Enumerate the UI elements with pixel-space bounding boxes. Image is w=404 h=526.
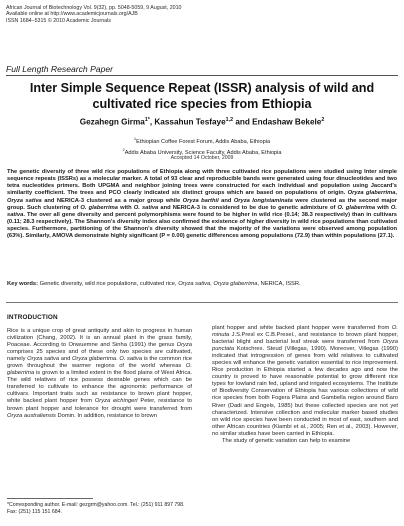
section-divider	[6, 302, 398, 303]
author-affiliation-mark: 2	[321, 117, 325, 123]
author-affiliation-mark: 1	[144, 117, 148, 123]
affiliation-line: $^1$Ethiopian Coffee Forest Forum, Addis Ababa, Ethiopia	[133, 136, 271, 145]
accepted-date: Accepted 14 October, 2009	[170, 155, 234, 161]
introduction-left-column: Rice is a unique crop of great antiquity and akin to progress in human civilization (Chang, 2002). It is an annual plant in the grass family, Poaceae. According to Onwuemne and Sinha (1991) the genus Oryza comprises 25 species and of these only two species are cultivated, namely Oryza sativa and Oryza glaberrima. O. sativa is the common rice grown throughout the warmer regions of the world whereas O. glaberrima is grown to a limited extent in the flood plains of West Africa. The wild relatives of rice possess desirable genes which can be transferred to cultivate to enhance the agronomic performance of cultivars. Important traits such as resistance to brown plant hopper, white backed plant hopper from Oryza eichingeri Peter, resistance to brown plant hopper and tolerance for drought were transferred from Oryza australiensis Domin. In addition, resistance to brown	[7, 328, 192, 419]
paper-title: Inter Simple Sequence Repeat (ISSR) analysis of wild and cultivated rice species from Ethiopia	[29, 81, 375, 111]
author-name: Kassahun Tesfaye	[154, 117, 226, 127]
paper-type-label: Full Length Research Paper	[6, 64, 114, 74]
corresponding-author-mark: *	[147, 117, 150, 123]
journal-issn: ISSN 1684–5315 © 2010 Academic Journals	[6, 17, 111, 24]
journal-header	[6, 5, 306, 24]
journal-citation: African Journal of Biotechnology Vol. 9(32), pp. 5048-5059, 9 August, 2010	[6, 5, 182, 11]
author-affiliation-mark: 1,2	[225, 117, 234, 123]
author-list	[10, 117, 394, 127]
introduction-heading: INTRODUCTION	[7, 314, 58, 321]
author-name: Gezahegn Girma	[79, 117, 145, 127]
abstract: The genetic diversity of three wild rice populations of Ethiopia along with three cultivated rice populations were studied using Inter simple sequence repeats (ISSRs) as a molecular marker. A total of 93 clear and reproducible bands were generated using four dinucleotides and two tetra nucleotides primers. Both UPGMA and neighbor joining trees were constructed for each individual and population using Jaccard's similarity coefficient. The trees and PCO clearly indicated six distinct groups which are based on populations of origin. Oryza glaberrima, Oryza sativa and NERICA-3 clustered as a major group while Oryza barthii and Oryza longistaminata were clustered as the second major group. Such clustering of O. glaberrima with O. sativa and NERICA-3 is considered to be due to genetic admixture of O. glaberrima with O. sativa. The over all gene diversity and percent polymorphisms were found to be higher in wild rice (0.14; 38.3 respectively) than in cultivars (0.11; 28.3 respectively). The Shannon's diversity index also confirmed the existence of higher diversity in wild rice populations than cultivated species. Furthermore, partitioning of the Shannon's diversity showed that the majority of the variations were observed among population (63%). Similarly, AMOVA demonstrate highly significant (P = 0.00) genetic differences among populations (72.9) than within populations (27.1).	[7, 169, 398, 240]
paragraph: The study of genetic variation can help to examine	[222, 437, 351, 444]
paragraph: plant hopper and white backed plant hopper were transferred from O. minuta J.S.Presl ex C.B.Presel., and resistance to brown plant hopper, bacterial blight and bacterial leaf streak were transferred from Oryza punctata Kotschrex. Steud (Villegas, 1990). Moreover, Villegas (1990) indicated that introgression of genes from wild relatives to cultivated species will enhance the genetic variation essential to rice improvement. Rice production in Ethiopia started a few decades ago and now the country is proved to have reasonable potential to grow different rice types for lowland rain fed, upland and irrigated ecosystems. The Institute of Biodiversity Conservation of Ethiopia has various collections of wild rice species from both Fogera Plains and Gambella region around Baro River (Dadi and Engels, 1985) but these collected species are not yet characterized. Intensive collection and molecular marker based studies on wild rice species have been conducted in most of east, southern and other African countries (Kiambi et al., 2005; Ren et al., 2003). However, no similar studies have been carried in Ethiopia.	[212, 325, 398, 437]
author-name: Endashaw Bekele	[252, 117, 322, 127]
journal-url[interactable]: Available online at http://www.academicjournals.org/AJB	[6, 11, 138, 18]
keywords-label: Key words:	[7, 281, 38, 287]
affiliation-line: $^2$Addis Ababa University, Science Faculty, Addis Ababa, Ethiopia	[122, 147, 282, 157]
corresponding-author-footnote: *Corresponding author. E-mail: gezgrm@yahoo.com. Tel.: (251) 911 897 798. Fax: (251) 115 151 684.	[7, 502, 185, 515]
footnote-divider	[7, 498, 93, 499]
keywords: Key words: Genetic diversity, wild rice populations, cultivated rice, Oryza sativa, Oryza glaberrima, NERICA, ISSR.	[7, 281, 301, 287]
introduction-right-column	[212, 325, 398, 445]
author-separator: ,	[149, 117, 155, 127]
author-separator: and	[233, 117, 253, 127]
header-divider	[6, 75, 398, 76]
